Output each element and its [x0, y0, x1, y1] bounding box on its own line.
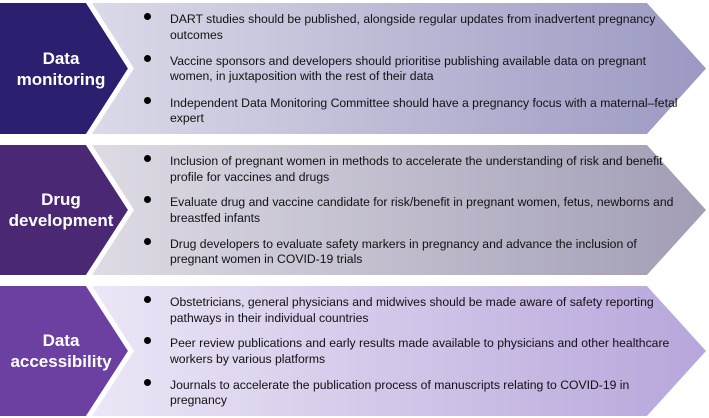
bullet-item: Independent Data Monitoring Committee should have a pregnancy focus with a maternal–fetal expert — [140, 96, 685, 127]
panel-label: Drug development — [8, 190, 114, 230]
bullet-item: Inclusion of pregnant women in methods to accelerate the understanding of risk and benefit profile for vaccines and drugs — [140, 154, 685, 185]
bullet-item: Drug developers to evaluate safety markers in pregnancy and advance the inclusion of pregnant women in COVID-19 trials — [140, 237, 685, 268]
bullet-list — [140, 7, 685, 132]
bullet-dot-icon — [144, 337, 151, 344]
bullet-dot-icon — [144, 296, 151, 303]
bullet-item: Peer review publications and early results made available to physicians and other healthcare workers by various platforms — [140, 336, 685, 367]
bullet-item: Vaccine sponsors and developers should prioritise publishing available data on pregnant women, in juxtaposition with the rest of their data — [140, 54, 685, 85]
bullet-item: Obstetricians, general physicians and midwives should be made aware of safety reporting pathways in their individual countries — [140, 295, 685, 326]
bullet-list — [140, 290, 685, 414]
bullet-dot-icon — [144, 55, 151, 62]
bullet-dot-icon — [144, 238, 151, 245]
panel-label: Data accessibility — [10, 331, 112, 371]
bullet-item: Journals to accelerate the publication process of manuscripts relating to COVID-19 in pregnancy — [140, 378, 685, 409]
bullet-list — [140, 149, 685, 273]
bullet-item: Evaluate drug and vaccine candidate for risk/benefit in pregnant women, fetus, newborns and breastfed infants — [140, 195, 685, 226]
panel-label: Data monitoring — [16, 48, 106, 89]
bullet-dot-icon — [144, 155, 151, 162]
panel-data-accessibility — [0, 286, 709, 416]
panel-data-monitoring — [0, 3, 709, 134]
panel-drug-development — [0, 145, 709, 275]
bullet-dot-icon — [144, 196, 151, 203]
bullet-dot-icon — [144, 13, 151, 20]
bullet-item: DART studies should be published, alongside regular updates from inadvertent pregnancy outcomes — [140, 12, 685, 43]
bullet-dot-icon — [144, 97, 151, 104]
bullet-dot-icon — [144, 379, 151, 386]
